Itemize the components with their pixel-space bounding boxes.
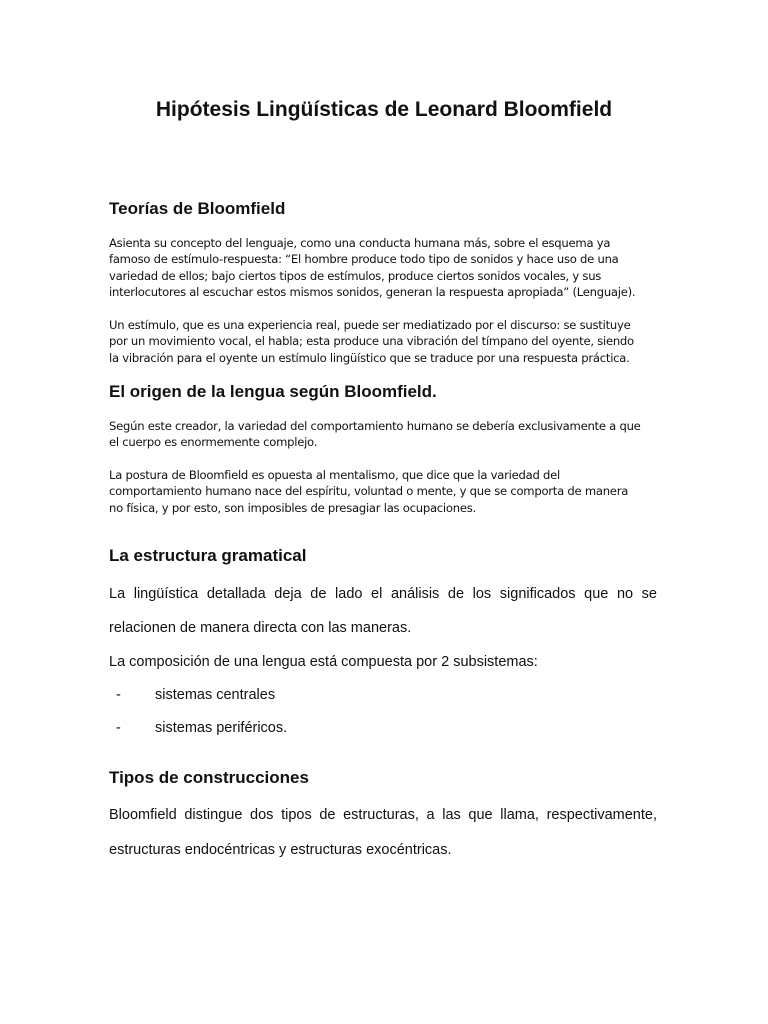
heading-estructura: La estructura gramatical	[109, 546, 307, 565]
document-title: Hipótesis Lingüísticas de Leonard Bloomfield	[155, 98, 613, 121]
text-line: la vibración para el oyente un estímulo lingüístico que se traduce por una respuesta práctica.	[109, 350, 630, 365]
paragraph-estructura-line-1: La lingüística detallada deja de lado el análisis de los significados que no se	[109, 586, 657, 602]
text-line: no física, y por esto, son imposibles de presagiar las ocupaciones.	[109, 500, 476, 515]
text-line: el cuerpo es enormemente complejo.	[109, 435, 318, 450]
text-line: Asienta su concepto del lenguaje, como una conducta humana más, sobre el esquema ya	[109, 236, 611, 250]
paragraph-teorias-2	[109, 317, 659, 366]
list-bullet: -	[116, 687, 121, 703]
paragraph-tipos-line-1: Bloomfield distingue dos tipos de estructuras, a las que llama, respectivamente,	[109, 807, 657, 823]
text-line: La postura de Bloomfield es opuesta al mentalismo, que dice que la variedad del	[109, 468, 560, 482]
paragraph-estructura-line-2: relacionen de manera directa con las maneras.	[109, 620, 412, 636]
text-line: Según este creador, la variedad del comportamiento humano se debería exclusivamente a que	[109, 419, 641, 433]
list-bullet: -	[116, 720, 121, 736]
list-item-sistemas-centrales: sistemas centrales	[155, 687, 276, 703]
paragraph-tipos-line-2: estructuras endocéntricas y estructuras exocéntricas.	[109, 842, 452, 858]
text-line: Un estímulo, que es una experiencia real, puede ser mediatizado por el discurso: se sustituye	[109, 318, 631, 332]
text-line: interlocutores al escuchar estos mismos sonidos, generan la respuesta apropiada” (Lenguaje).	[109, 284, 636, 299]
paragraph-origen-2	[109, 467, 659, 516]
text-line: comportamiento humano nace del espíritu, voluntad o mente, y que se comporta de manera	[109, 484, 629, 499]
heading-teorias: Teorías de Bloomfield	[109, 199, 286, 218]
heading-tipos: Tipos de construcciones	[109, 768, 309, 787]
text-line: variedad de ellos; bajo ciertos tipos de estímulos, produce ciertos sonidos vocales, y sus	[109, 268, 602, 283]
heading-origen: El origen de la lengua según Bloomfield.	[109, 382, 437, 401]
text-line: por un movimiento vocal, el habla; esta produce una vibración del tímpano del oyente, siendo	[109, 334, 634, 349]
paragraph-teorias-1	[109, 235, 659, 300]
paragraph-estructura-subsistemas: La composición de una lengua está compuesta por 2 subsistemas:	[109, 654, 538, 670]
text-line: famoso de estímulo-respuesta: “El hombre produce todo tipo de sonidos y hace uso de una	[109, 252, 619, 267]
list-item-sistemas-perifericos: sistemas periféricos.	[155, 720, 288, 736]
paragraph-origen-1	[109, 418, 659, 451]
